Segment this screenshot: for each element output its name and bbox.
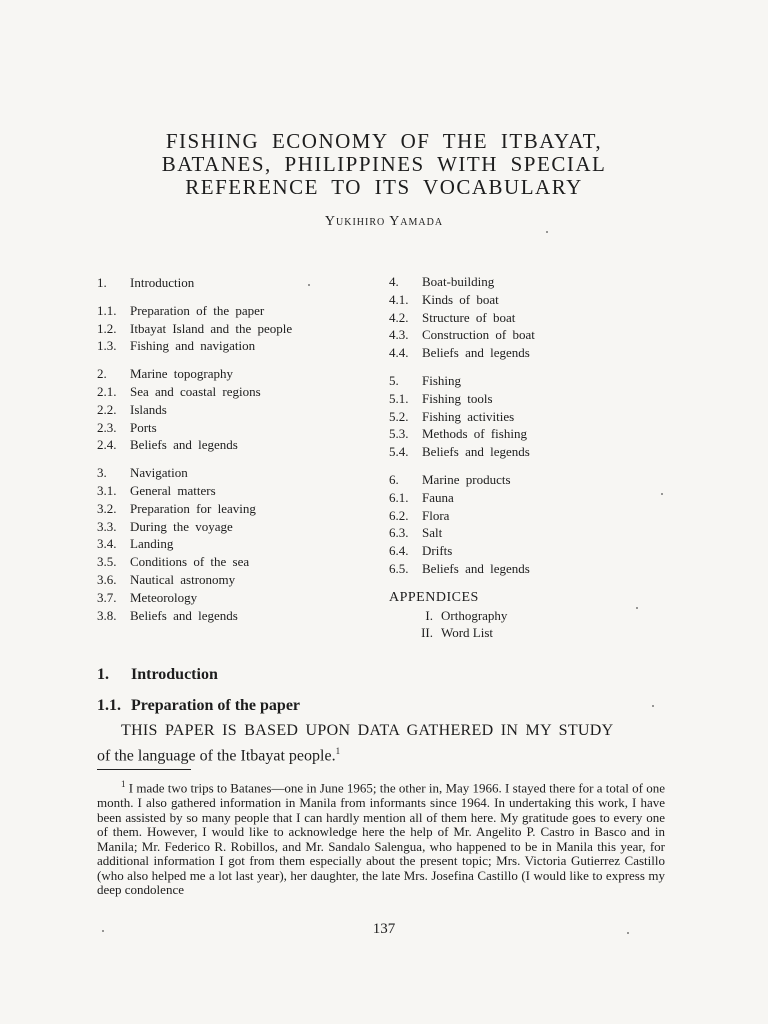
toc-right-groups (389, 273, 659, 578)
toc-entry-title: Ports (130, 419, 157, 435)
toc-entry-title: Beliefs and legends (130, 607, 238, 623)
toc-entry-title: Construction of boat (422, 327, 535, 343)
toc-entry-title: Fauna (422, 489, 454, 505)
toc-entry-title: Itbayat Island and the people (130, 320, 293, 336)
toc-entry-number: 4.3. (389, 327, 409, 343)
scan-speck (102, 930, 104, 932)
toc-entry (389, 471, 659, 489)
toc-entry (97, 535, 367, 553)
toc-entry (97, 500, 367, 518)
body-line-1: THIS PAPER IS BASED UPON DATA GATHERED IN MY STUDY (121, 722, 614, 739)
toc-entry (389, 542, 659, 560)
toc-entry-number: 5.3. (389, 426, 409, 442)
toc-entry-title: Beliefs and legends (422, 444, 530, 460)
footnote-rule (97, 769, 191, 770)
appendix-title: Orthography (441, 607, 508, 623)
body-line-2-text: of the language of the Itbayat people. (97, 747, 336, 765)
scan-speck (546, 231, 548, 233)
toc-entry-number: 1.2. (97, 320, 117, 336)
toc-entry-title: Marine products (422, 471, 511, 487)
scan-speck (652, 705, 654, 707)
toc-entry (389, 344, 659, 362)
title-line-3: REFERENCE TO ITS VOCABULARY (185, 175, 583, 199)
toc-entry-number: 3.6. (97, 571, 117, 587)
appendix-item (389, 607, 659, 624)
toc-entry (97, 320, 367, 338)
toc-entry (389, 326, 659, 344)
toc-entry (97, 589, 367, 607)
toc-entry-title: Structure of boat (422, 309, 516, 325)
toc-entry-number: 3.1. (97, 482, 117, 498)
toc-left-column (97, 274, 367, 634)
toc-entry-title: Fishing and navigation (130, 338, 256, 354)
toc-entry-title: Methods of fishing (422, 426, 527, 442)
toc-entry (97, 274, 367, 292)
toc-entry (97, 607, 367, 625)
toc-entry-title: Fishing tools (422, 390, 493, 406)
toc-entry-number: 1. (97, 275, 107, 290)
toc-right-column (389, 273, 659, 641)
toc-entry-number: 3. (97, 465, 107, 481)
toc-entry-number: 4.4. (389, 345, 409, 361)
subsection-title: Preparation of the paper (131, 697, 301, 714)
toc-group (97, 302, 367, 355)
toc-entry (97, 419, 367, 437)
toc-entry-number: 2.1. (97, 383, 117, 399)
toc-group (97, 274, 367, 292)
body-paragraph (97, 720, 665, 766)
toc-entry (389, 372, 659, 390)
toc-entry-title: Nautical astronomy (130, 571, 236, 587)
scan-speck (636, 607, 638, 609)
subsection-number: 1.1. (97, 697, 121, 714)
toc-entry-title: Introduction (130, 275, 195, 290)
appendices-heading: APPENDICES (389, 589, 479, 605)
toc-entry-title: Marine topography (130, 366, 234, 382)
toc-entry-number: 2.2. (97, 401, 117, 417)
toc-entry (97, 482, 367, 500)
footnote-marker: 1 (121, 779, 126, 789)
toc-entry (97, 464, 367, 482)
toc-entry-number: 1.1. (97, 302, 117, 318)
appendix-number: II. (421, 624, 433, 640)
toc-entry-number: 2.4. (97, 437, 117, 453)
toc-group (97, 365, 367, 454)
toc-entry (389, 443, 659, 461)
toc-entry-number: 2. (97, 366, 107, 382)
appendix-number: I. (425, 607, 433, 623)
appendix-item (389, 624, 659, 641)
toc-entry (97, 383, 367, 401)
toc-entry (389, 507, 659, 525)
toc-entry-number: 1.3. (97, 338, 117, 354)
toc-entry-number: 4.2. (389, 309, 409, 325)
toc-entry (97, 436, 367, 454)
toc-entry-title: Beliefs and legends (422, 345, 530, 361)
body-line-2 (97, 741, 665, 766)
toc-entry-number: 3.3. (97, 518, 117, 534)
section-number: 1. (97, 666, 109, 683)
toc-entry (97, 365, 367, 383)
toc-entry-title: Salt (422, 525, 443, 541)
footnote-body (97, 777, 665, 898)
paper-title (0, 130, 768, 199)
scan-speck (661, 493, 663, 495)
toc-entry-title: Preparation for leaving (130, 500, 256, 516)
toc-entry (97, 518, 367, 536)
toc-entry-title: Sea and coastal regions (130, 383, 261, 399)
toc-entry-title: Beliefs and legends (422, 560, 530, 576)
toc-entry-title: Preparation of the paper (130, 302, 265, 318)
toc-entry-number: 6.4. (389, 543, 409, 559)
toc-entry (389, 489, 659, 507)
toc-group (97, 464, 367, 624)
toc-entry-title: Landing (130, 536, 174, 552)
toc-entry-title: During the voyage (130, 518, 233, 534)
scan-speck (308, 284, 310, 286)
toc-entry-number: 2.3. (97, 419, 117, 435)
toc-entry (389, 291, 659, 309)
footnote-text: I made two trips to Batanes—one in June 1965; the other in, May 1966. I stayed there for a total of one month. I also gathered information in Manila from informants since 1964. In undertaking this work, I have been assisted by so many people that I can hardly mention all of them here. My gratitude goes to every one of them. However, I would like to acknowledge here the help of Mr. Angelito P. Castro in Basco and in Manila; Mr. Federico R. Robillos, and Mr. Sandalo Salengua, who happened to be in Manila this year, for additional information I got from them especially about the present topic; Mrs. Victoria Gutierrez Castillo (who also helped me a lot last year), her daughter, the late Mrs. Josefina Castillo (I would like to express my deep condolence (97, 780, 666, 898)
toc-entry-title: Conditions of the sea (130, 554, 250, 570)
appendix-title: Word List (441, 624, 494, 640)
toc-entry (389, 560, 659, 578)
toc-entry (389, 390, 659, 408)
toc-entry-number: 4.1. (389, 291, 409, 307)
toc-entry-title: Fishing activities (422, 408, 515, 424)
toc-entry (389, 408, 659, 426)
toc-entry-number: 5.2. (389, 408, 409, 424)
toc-entry-number: 5.4. (389, 444, 409, 460)
toc-entry-number: 5. (389, 372, 399, 388)
toc-entry-number: 3.4. (97, 536, 117, 552)
toc-entry-number: 6. (389, 471, 399, 487)
toc-entry-number: 3.8. (97, 607, 117, 623)
toc-entry (389, 273, 659, 291)
toc-entry-title: Boat-building (422, 274, 495, 289)
toc-group (389, 372, 659, 461)
scan-speck (627, 932, 629, 934)
section-heading-introduction (97, 666, 218, 684)
toc-entry-number: 5.1. (389, 390, 409, 406)
toc-entry-number: 3.2. (97, 500, 117, 516)
toc-entry (389, 425, 659, 443)
toc-entry (97, 401, 367, 419)
toc-entry-number: 6.2. (389, 507, 409, 523)
toc-group (389, 471, 659, 578)
toc-entry-number: 3.7. (97, 589, 117, 605)
toc-entry (97, 302, 367, 320)
toc-entry-title: Kinds of boat (422, 291, 499, 307)
toc-entry-number: 4. (389, 274, 399, 289)
title-line-1: FISHING ECONOMY OF THE ITBAYAT, (165, 129, 603, 153)
toc-entry-number: 6.3. (389, 525, 409, 541)
toc-entry-title: Flora (422, 507, 450, 523)
toc-entry (389, 309, 659, 327)
footnote-reference: 1 (335, 746, 341, 756)
toc-entry (97, 337, 367, 355)
toc-entry-title: Meteorology (130, 589, 198, 605)
subsection-heading-preparation (97, 697, 300, 715)
toc-entry-title: Drifts (422, 543, 453, 559)
author-name: Yukihiro Yamada (324, 214, 444, 229)
toc-entry-title: Fishing (422, 372, 462, 388)
toc-entry-title: Navigation (130, 465, 188, 481)
toc-entry (97, 571, 367, 589)
title-line-2: BATANES, PHILIPPINES WITH SPECIAL (161, 152, 607, 176)
toc-entry-title: Beliefs and legends (130, 437, 238, 453)
toc-group (389, 273, 659, 362)
toc-entry-number: 6.1. (389, 489, 409, 505)
toc-entry (97, 553, 367, 571)
toc-entry-title: General matters (130, 482, 216, 498)
toc-entry-title: Islands (130, 401, 167, 417)
toc-entry-number: 3.5. (97, 554, 117, 570)
section-title: Introduction (131, 666, 218, 683)
toc-entry (389, 524, 659, 542)
page-number: 137 (372, 921, 396, 937)
appendices (389, 588, 659, 641)
footnote (97, 777, 665, 898)
toc-entry-number: 6.5. (389, 560, 409, 576)
